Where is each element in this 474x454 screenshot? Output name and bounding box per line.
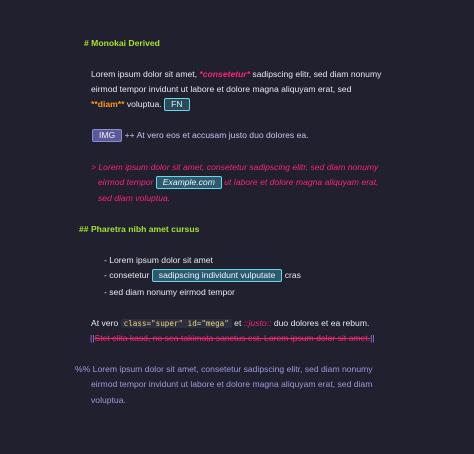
paragraph-line-2: eirmod tempor invidunt ut labore et dolore magna aliquyam erat, sed (91, 84, 352, 94)
inline-code (121, 319, 232, 328)
comment-line-2: eirmod tempor invidunt ut labore et dolore magna aliquyam erat, sed diam (91, 379, 373, 389)
heading-2: ## Pharetra nibh amet cursus (79, 224, 200, 234)
list-item: - sed diam nonumy eirmod tempor (104, 287, 235, 297)
code-line-text: duo dolores et ea rebum. (271, 318, 370, 328)
strikethrough-line (90, 332, 375, 344)
blockquote-text: eirmod tempor (98, 177, 156, 187)
blockquote-text: ut labore et dolore magna aliquyam erat, (221, 177, 379, 187)
link-badge[interactable]: Example.com (156, 176, 222, 189)
strikethrough-text: Stet clita kasd, no sea takimata sanctus est. Lorem ipsum dolor sit amet. (94, 333, 371, 343)
blockquote-line-2 (98, 176, 379, 189)
spoiler-marker: || (90, 333, 95, 343)
code-token: class="super" (123, 319, 184, 328)
list-item (104, 269, 301, 282)
list-text: cras (282, 270, 301, 280)
footnote-badge[interactable]: FN (164, 98, 189, 111)
spoiler-marker: || (370, 333, 375, 343)
paragraph-text: Lorem ipsum dolor sit amet, (91, 69, 200, 79)
image-line-text: ++ At vero eos et accusam justo duo dolores ea. (122, 130, 309, 140)
blockquote-line-1: > Lorem ipsum dolor sit amet, consetetur sadipscing elitr, sed diam nonumy (91, 162, 379, 172)
paragraph-text: voluptua. (124, 99, 162, 109)
paragraph-text: sadipscing elitr, sed diam nonumy (250, 69, 382, 79)
code-line-text: At vero (91, 318, 121, 328)
code-line-text: et (231, 318, 244, 328)
paragraph-line-1 (91, 68, 381, 80)
blockquote-line-3: sed diam voluptua. (98, 193, 171, 203)
marked-text: ::justo:: (243, 318, 272, 328)
highlight-badge: sadipscing individunt vulputate (152, 269, 283, 282)
emphasis-text: *consetetur* (199, 69, 251, 79)
list-text: - consetetur (104, 270, 152, 280)
comment-line-3: voluptua. (91, 395, 126, 405)
code-line (91, 317, 369, 330)
code-token: id="mega" (187, 319, 229, 328)
image-badge[interactable]: IMG (92, 129, 122, 142)
heading-1: # Monokai Derived (84, 38, 160, 48)
image-line (92, 129, 309, 142)
bold-text: **diam** (91, 99, 125, 109)
list-item: - Lorem ipsum dolor sit amet (104, 255, 213, 265)
paragraph-line-3 (91, 98, 190, 111)
comment-line-1: %% Lorem ipsum dolor sit amet, consetetur sadipscing elitr, sed diam nonumy (75, 364, 373, 374)
